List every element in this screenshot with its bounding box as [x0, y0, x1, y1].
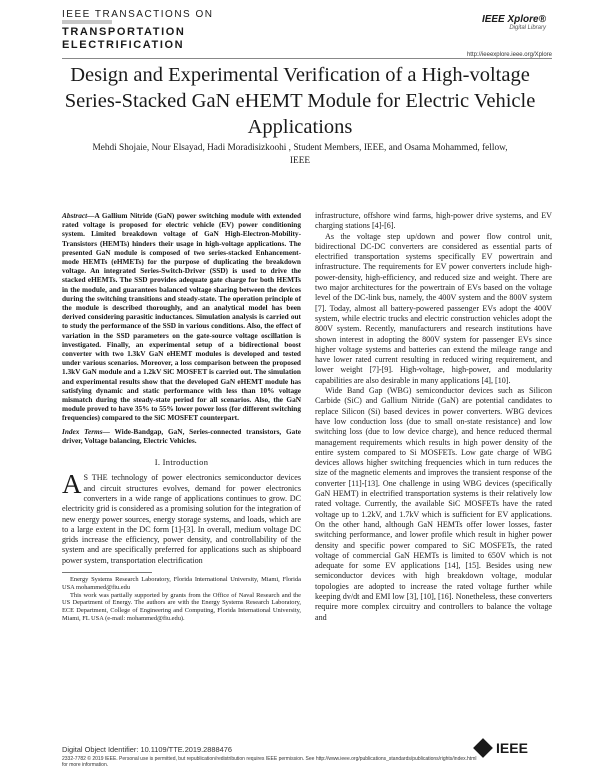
right-paragraph-3: Wide Band Gap (WBG) semiconductor devices such as Silicon Carbide (SiC) and Gallium Nitride (GaN) are potential candidates to replace Silicon (Si) based devices in power converters. WBG devices have low conduction loss (due to small on-state resistance) and low switching loss (due to low device charge), and hence reduced thermal management requirements which results in high power density of the entire system compared to Si MOSFETs. Low gate charge of WBG devices allows higher switching frequencies which in turn reduces the size of the magnetic elements and improves the transient response of the converter [11]-[13]. One challenge in using WBG devices (specifically GaN HEMT) in electrified transportation systems is their relatively low rated voltage. Currently, the available SiC MOSFETs have the rated voltage up to 1.2kV, and 1.7kV which is sufficient for EV applications. On the other hand, although GaN HEMTs offer lower losses, faster switching performance, and lower profile which result in higher power density and specific power compared to SiC MOSFETs, the rated voltage of commercial GaN HEMTs is limited to 650V which is not adequate for some EV applications [14], [15]. Besides using new semiconductor devices with high breakdown voltage, modular topologies are adopted to increase the rated voltage further while keeping dv/dt and EMI low [3], [10], [16]. Nonetheless, these converters require more complex circuitry and controllers to balance the voltage and — [315, 386, 552, 622]
copyright-notice: 2332-7782 © 2019 IEEE. Personal use is permitted, but republication/redistribution requires IEEE permission. See http://www.ieee.org/publications_standards/publications/rights/index.html for more information. — [62, 756, 477, 768]
footnote-affiliation: Energy Systems Research Laboratory, Florida International University, Miami, Florida USA mohammed@fiu.edu — [62, 576, 301, 591]
section-heading-introduction: I. Introduction — [154, 457, 209, 468]
abstract-lead: Abstract— — [62, 211, 95, 220]
xplore-url[interactable]: http://ieeexplore.ieee.org/Xplore — [466, 52, 552, 58]
right-paragraph-1: infrastructure, offshore wind farms, high-power drive systems, and EV charging stations [4]-[6]. — [315, 211, 552, 231]
left-column — [62, 211, 301, 623]
paper-title: Design and Experimental Verification of a High-voltage Series-Stacked GaN eHEMT Module for Electric Vehicle Applications — [64, 64, 536, 138]
footnote-funding: This work was partially supported by grants from the Office of Naval Research and the US Department of Energy. The authors are with the Energy Systems Research Laboratory, ECE Department, College of Engineering and Computing, Florida International University, Miami, FL USA (e-mail: mohammed@fiu.edu). — [62, 591, 301, 623]
intro-paragraph-1: AS THE technology of power electronics semiconductor devices and circuit structures evolves, demand for power electronics converters in a wide range of applications continues to grow. DC electricity grid is considered as a promising solution for the integration of new energy power sources, energy storage systems, and loads, which are to a large extent in the DC form [1]-[3]. In overall, medium voltage DC grids increase the efficiency, power density, and controllability of the system and are specifically preferred for applications such as shipboard power system, transportation electrification — [62, 469, 301, 565]
xplore-subtitle: Digital Library — [509, 25, 546, 31]
ieee-diamond-icon — [473, 738, 493, 758]
journal-name-line2: TRANSPORTATION — [62, 26, 186, 38]
authors-line2: IEEE — [289, 156, 311, 166]
author-list — [60, 142, 540, 168]
ieee-logo-text: IEEE — [496, 740, 528, 756]
xplore-text: IEEE Xplore® — [481, 14, 546, 25]
index-terms-body: Wide-Bandgap, GaN, Series-connected transistors, Gate driver, Voltage balancing, Electric Vehicles. — [62, 426, 301, 445]
abstract — [62, 211, 301, 423]
right-column — [315, 211, 552, 623]
journal-name-line1: IEEE TRANSACTIONS ON — [62, 9, 214, 20]
index-terms — [62, 427, 301, 445]
footnote-divider — [62, 572, 152, 573]
ieee-logo — [476, 740, 528, 756]
right-paragraph-2: As the voltage step up/down and power flow control unit, bidirectional DC-DC converters are considered as essential parts of electrified transportation systems specifically EV powertrain and infrastructure. The requirements for EV power converters include high-power-density, high-efficiency, and reduced size and weight. There are two major architectures for the powertrain of EVs based on the voltage level of the DC-link bus, namely, the 400V system and the 800V system [7]. Today, almost all battery-powered passenger EVs adopt the 400V system, while electric trucks and electric construction vehicles adopt the 800V system. Recently, manufacturers and research institutions have shown interest in adopting the 800V system for passenger EVs since higher voltage systems and batteries can extend the mileage range and have lower rated current resulting in reduced wiring requirement, and lower weight [7]-[9]. High-voltage, high-power, and modularity capabilities are also desirable in many applications [4], [10]. — [315, 231, 552, 385]
ieee-xplore-logo — [466, 14, 546, 31]
doi-line: Digital Object Identifier: 10.1109/TTE.2019.2888476 — [62, 745, 232, 754]
index-terms-lead: Index Terms— — [62, 426, 110, 436]
header-divider — [62, 58, 552, 59]
authors-line1: Mehdi Shojaie, Nour Elsayad, Hadi Moradisizkoohi , Student Members, IEEE, and Osama Mohammed, fellow, — [92, 143, 508, 153]
journal-name-line3: ELECTRIFICATION — [62, 39, 185, 51]
abstract-body: A Gallium Nitride (GaN) power switching module with extended rated voltage is proposed for electric vehicle (EV) power conditioning system. Limited breakdown voltage of GaN High-Electron-Mobility-Transistors (HEMTs) hinders their usage in high-voltage applications. The presented GaN module is composed of two series-stacked Enhancement-mode HEMTs (eHMETs) for the purpose of duplicating the breakdown voltage. An integrated Series-Switch-Driver (SSD) is used to drive the stacked eHEMTs. The SSD provides adequate gate charge for both HEMTs in the module, and guarantees balanced voltage sharing between the devices during the switching transitions and steady-state. The operation principle of the module is described thoroughly, and an analytical model has been derived considering parasitic inductances. Simulation analysis is carried out to study the performance of the SSD in various conditions. Also, the effect of variation in the SSD parameters on the gate-source voltage oscillation is investigated. Finally, an experimental setup of a bidirectional boost converter with two 1.3kV GaN eHEMT modules is developed and tested under various scenarios. Moreover, a loss comparison between the proposed 1.3kV GaN module and a 1.2kV SiC MOSFET is carried out. The simulation and experimental results show that the developed GaN eHEMT module has satisfying dynamic and static performance with less than 10% voltage mismatch during the steady-state period for all scenarios. Also, the GaN module proved to have 35% to 55% lower power loss (for different switching frequencies) compared to the SiC MOSFET counterpart. — [62, 211, 301, 423]
